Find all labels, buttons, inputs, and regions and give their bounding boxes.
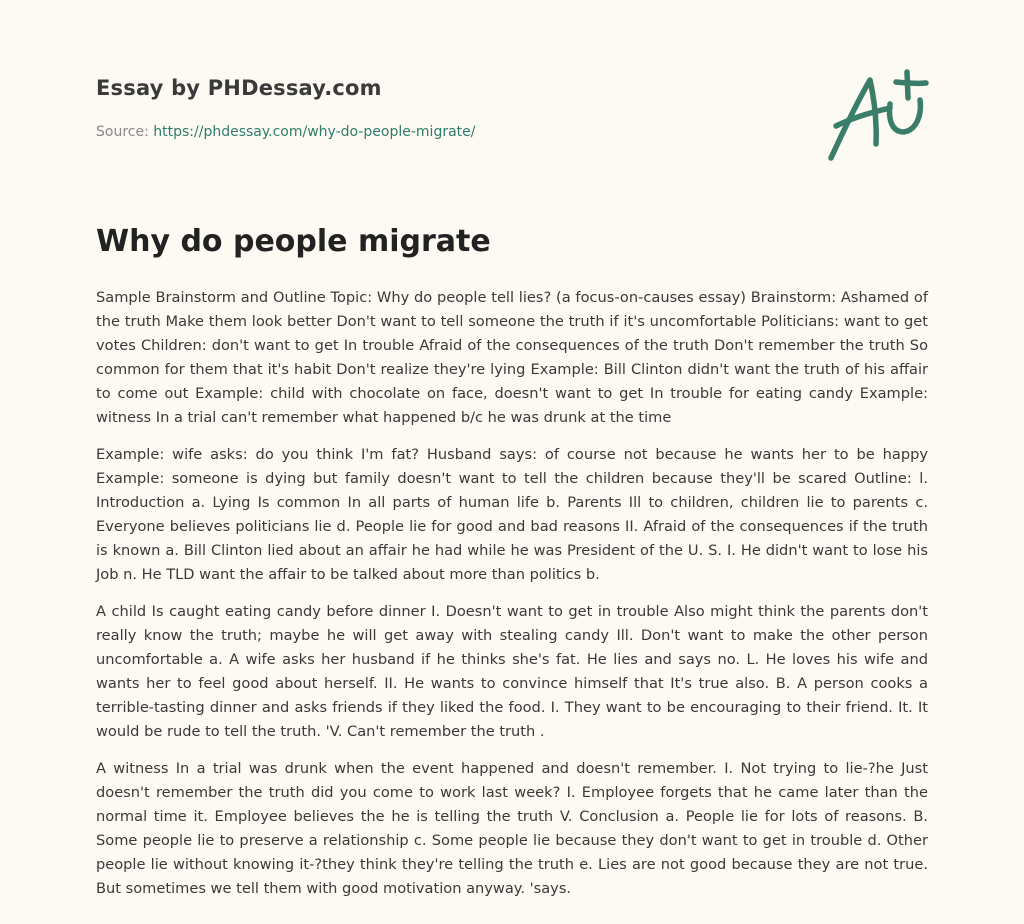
article-title: Why do people migrate [96, 224, 491, 259]
source-line [96, 124, 475, 140]
article-body [96, 286, 928, 914]
source-label: Source: [96, 124, 154, 140]
paragraph: Sample Brainstorm and Outline Topic: Why do people tell lies? (a focus-on-causes essay) Brainstorm: Ashamed of the truth Make them look better Don't want to tell someone the truth if it's uncomfortable Politicians: want to get votes Children: don't want to get In trouble Afraid of the consequences of the truth Don't remember the truth So common for them that it's habit Don't realize they're lying Example: Bill Clinton didn't want the truth of his affair to come out Example: child with chocolate on face, doesn't want to get In trouble for eating candy Example: witness In a trial can't remember what happened b/c he was drunk at the time [96, 289, 928, 426]
paragraph: A child Is caught eating candy before dinner I. Doesn't want to get in trouble Also might think the parents don't really know the truth; maybe he will get away with stealing candy Ill. Don't want to make the other person uncomfortable a. A wife asks her husband if he thinks she's fat. He lies and says no. L. He loves his wife and wants her to feel good about herself. II. He wants to convince himself that It's true also. B. A person cooks a terrible-tasting dinner and asks friends if they liked the food. I. They want to be encouraging to their friend. It. It would be rude to tell the truth. 'V. Can't remember the truth . [96, 603, 928, 740]
paragraph: Example: wife asks: do you think I'm fat? Husband says: of course not because he wants her to be happy Example: someone is dying but family doesn't want to tell the children because they'll be scared Outline: l. Introduction a. Lying Is common In all parts of human life b. Parents Ill to children, children lie to parents c. Everyone believes politicians lie d. People lie for good and bad reasons II. Afraid of the consequences if the truth is known a. Bill Clinton lied about an affair he had while he was President of the U. S. I. He didn't want to lose his Job n. He TLD want the affair to be talked about more than politics b. [96, 446, 928, 583]
source-link[interactable]: https://phdessay.com/why-do-people-migrate/ [153, 124, 476, 140]
site-title: Essay by PHDessay.com [96, 76, 382, 100]
a-plus-logo-icon [828, 68, 932, 164]
paragraph: A witness In a trial was drunk when the event happened and doesn't remember. I. Not trying to lie-?he Just doesn't remember the truth did you come to work last week? I. Employee forgets that he came later than the normal time it. Employee believes the he is telling the truth V. Conclusion a. People lie for lots of reasons. B. Some people lie to preserve a relationship c. Some people lie because they don't want to get in trouble d. Other people lie without knowing it-?they think they're telling the truth e. Lies are not good because they are not true. But sometimes we tell them with good motivation anyway. 'says. [96, 760, 928, 897]
